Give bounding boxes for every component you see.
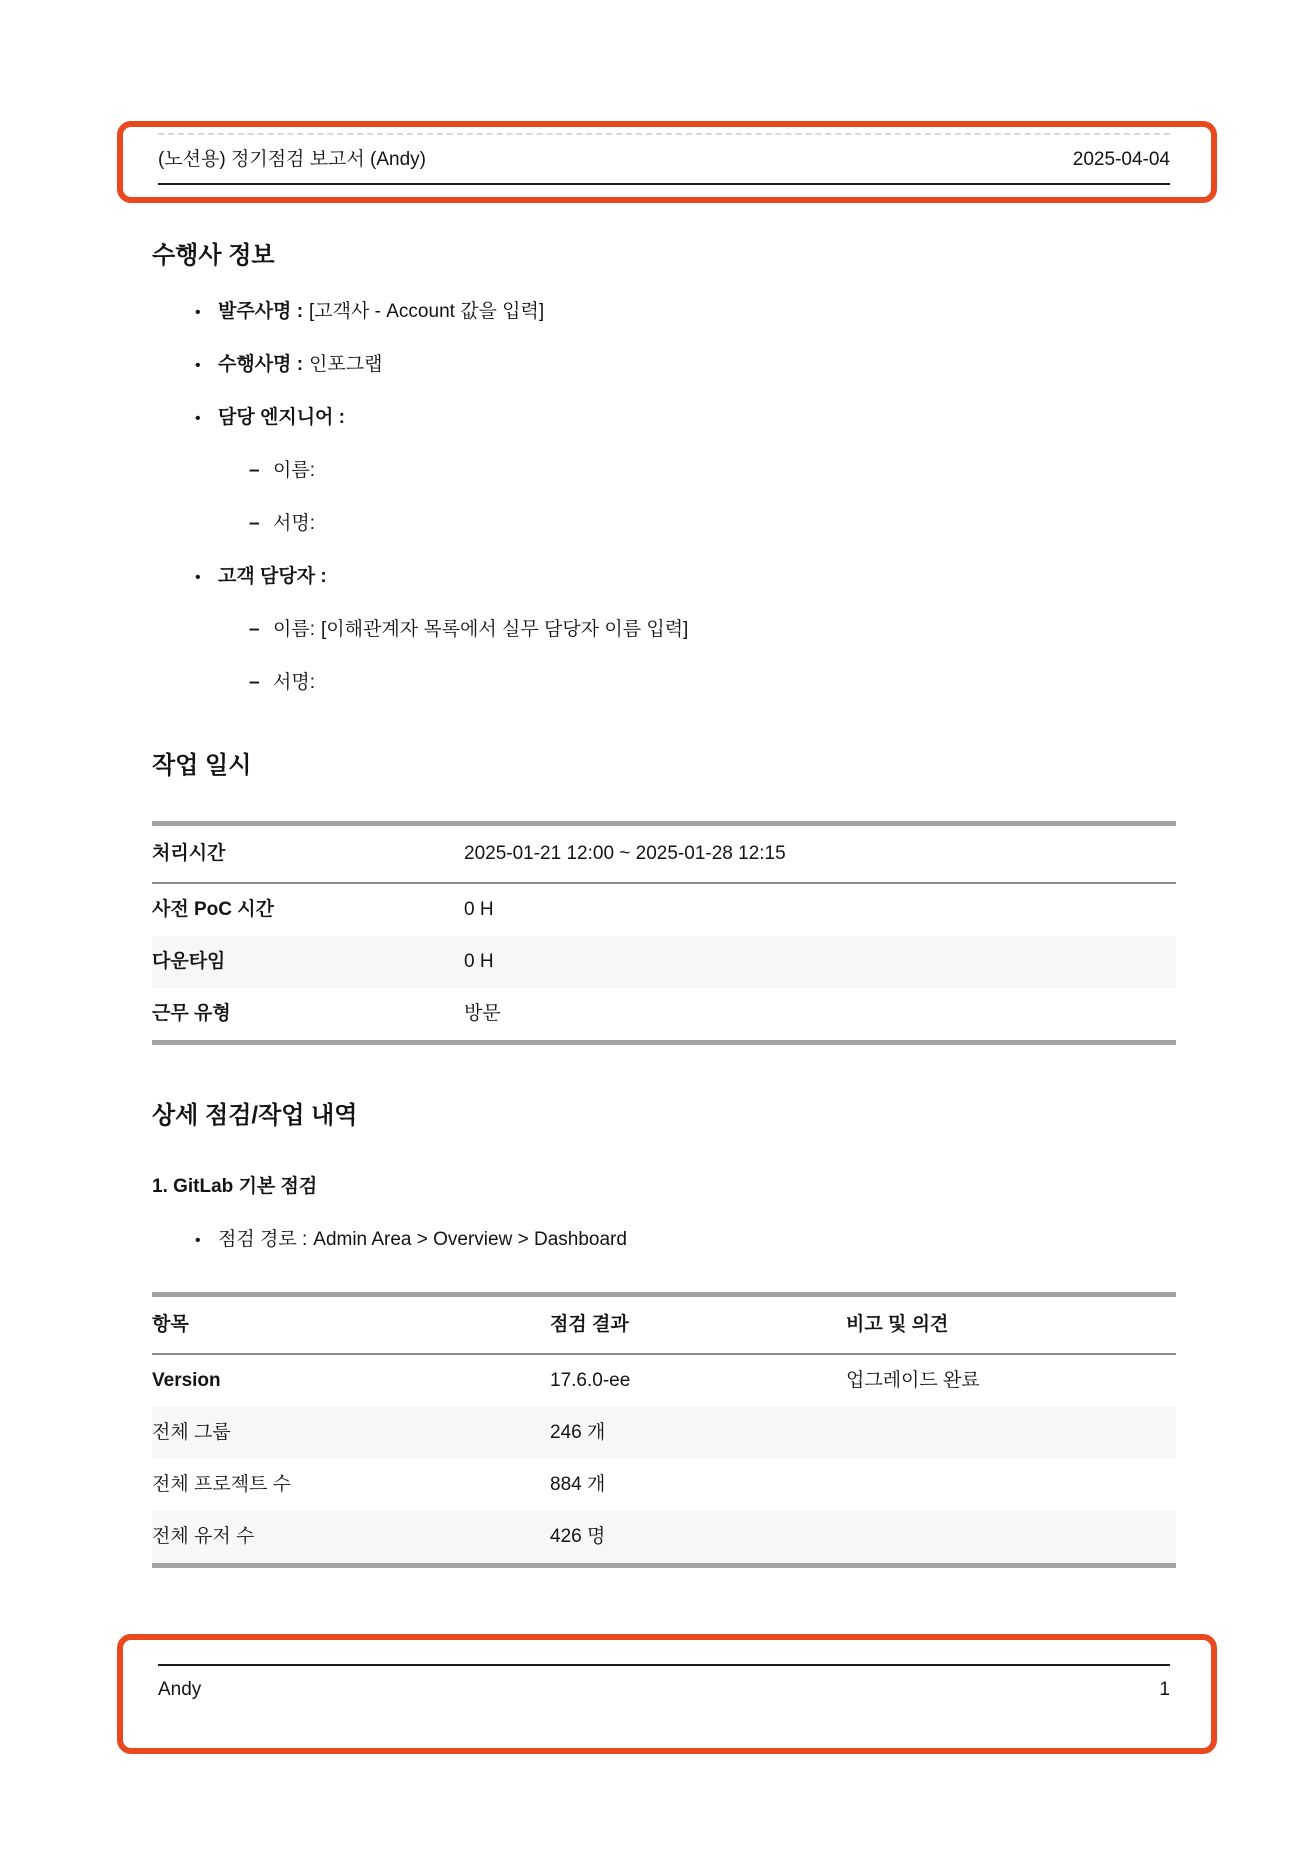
column-header: 점검 결과 (550, 1295, 846, 1355)
cell-note (846, 1511, 1176, 1566)
sub-list-item (273, 618, 1176, 642)
section-heading-work-schedule: 작업 일시 (152, 752, 252, 779)
footer-annotation-box (117, 1634, 1217, 1754)
page-header (158, 135, 1170, 185)
table-row (152, 1459, 1176, 1511)
sub-list (218, 459, 1176, 536)
row-value: 0 H (464, 951, 494, 972)
item-label: 고객 담당자 : (218, 566, 327, 587)
item-label: 담당 엔지니어 : (218, 407, 346, 428)
cell-result: 884 개 (550, 1474, 606, 1495)
row-label: 사전 PoC 시간 (152, 899, 274, 920)
cell-item: 전체 유저 수 (152, 1526, 255, 1547)
table-row (152, 936, 1176, 988)
inspection-table (152, 1292, 1176, 1568)
table-row (152, 988, 1176, 1043)
cell-item: Version (152, 1370, 221, 1391)
item-label: 이름: (273, 619, 315, 640)
cell-note (846, 1459, 1176, 1511)
list-item (218, 300, 1176, 324)
cell-result: 426 명 (550, 1526, 606, 1547)
item-label: 서명: (273, 513, 315, 534)
column-header: 항목 (152, 1295, 550, 1355)
page-footer (158, 1664, 1170, 1702)
list-item (218, 1228, 1176, 1252)
sub-list (218, 618, 1176, 695)
sub-list-item (273, 512, 1176, 536)
cell-note (846, 1407, 1176, 1459)
work-schedule-table (152, 821, 1176, 1045)
item-value: [고객사 - Account 값을 입력] (309, 301, 545, 322)
check-path-list (152, 1228, 1176, 1252)
item-value: Admin Area > Overview > Dashboard (313, 1229, 627, 1250)
list-item (218, 565, 1176, 695)
item-label: 이름: (273, 460, 315, 481)
table-row (152, 1511, 1176, 1566)
row-label: 처리시간 (152, 824, 464, 884)
item-label: 점검 경로 : (218, 1229, 308, 1250)
row-value: 0 H (464, 899, 494, 920)
report-title: (노션용) 정기점검 보고서 (Andy) (158, 149, 426, 170)
table-row (152, 1407, 1176, 1459)
section-heading-detail: 상세 점검/작업 내역 (152, 1102, 358, 1129)
item-value: [이해관계자 목록에서 실무 담당자 이름 입력] (321, 619, 689, 640)
cell-item: 전체 그룹 (152, 1422, 231, 1443)
row-value: 방문 (464, 1003, 501, 1024)
item-label: 발주사명 : (218, 301, 304, 322)
cell-note: 업그레이드 완료 (846, 1370, 980, 1391)
performer-info-list (152, 300, 1176, 695)
header-annotation-box (117, 121, 1217, 203)
table-row (152, 1354, 1176, 1407)
item-label: 수행사명 : (218, 354, 304, 375)
footer-author: Andy (158, 1679, 202, 1700)
list-item (218, 406, 1176, 536)
table-row (152, 883, 1176, 936)
section-heading-performer-info: 수행사 정보 (152, 242, 275, 269)
sub-list-item (273, 671, 1176, 695)
footer-page-number: 1 (1159, 1679, 1170, 1700)
row-label: 다운타임 (152, 951, 226, 972)
row-value: 2025-01-21 12:00 ~ 2025-01-28 12:15 (464, 824, 1176, 884)
subsection-heading-gitlab-basic-check: 1. GitLab 기본 점검 (152, 1176, 318, 1197)
list-item (218, 353, 1176, 377)
report-date: 2025-04-04 (1072, 149, 1170, 170)
item-label: 서명: (273, 672, 315, 693)
item-value: 인포그랩 (309, 354, 383, 375)
table-header-row (152, 1295, 1176, 1355)
cell-result: 246 개 (550, 1422, 606, 1443)
sub-list-item (273, 459, 1176, 483)
row-label: 근무 유형 (152, 1003, 231, 1024)
table-row (152, 824, 1176, 884)
cell-item: 전체 프로젝트 수 (152, 1474, 292, 1495)
cell-result: 17.6.0-ee (550, 1370, 631, 1391)
column-header: 비고 및 의견 (846, 1295, 1176, 1355)
